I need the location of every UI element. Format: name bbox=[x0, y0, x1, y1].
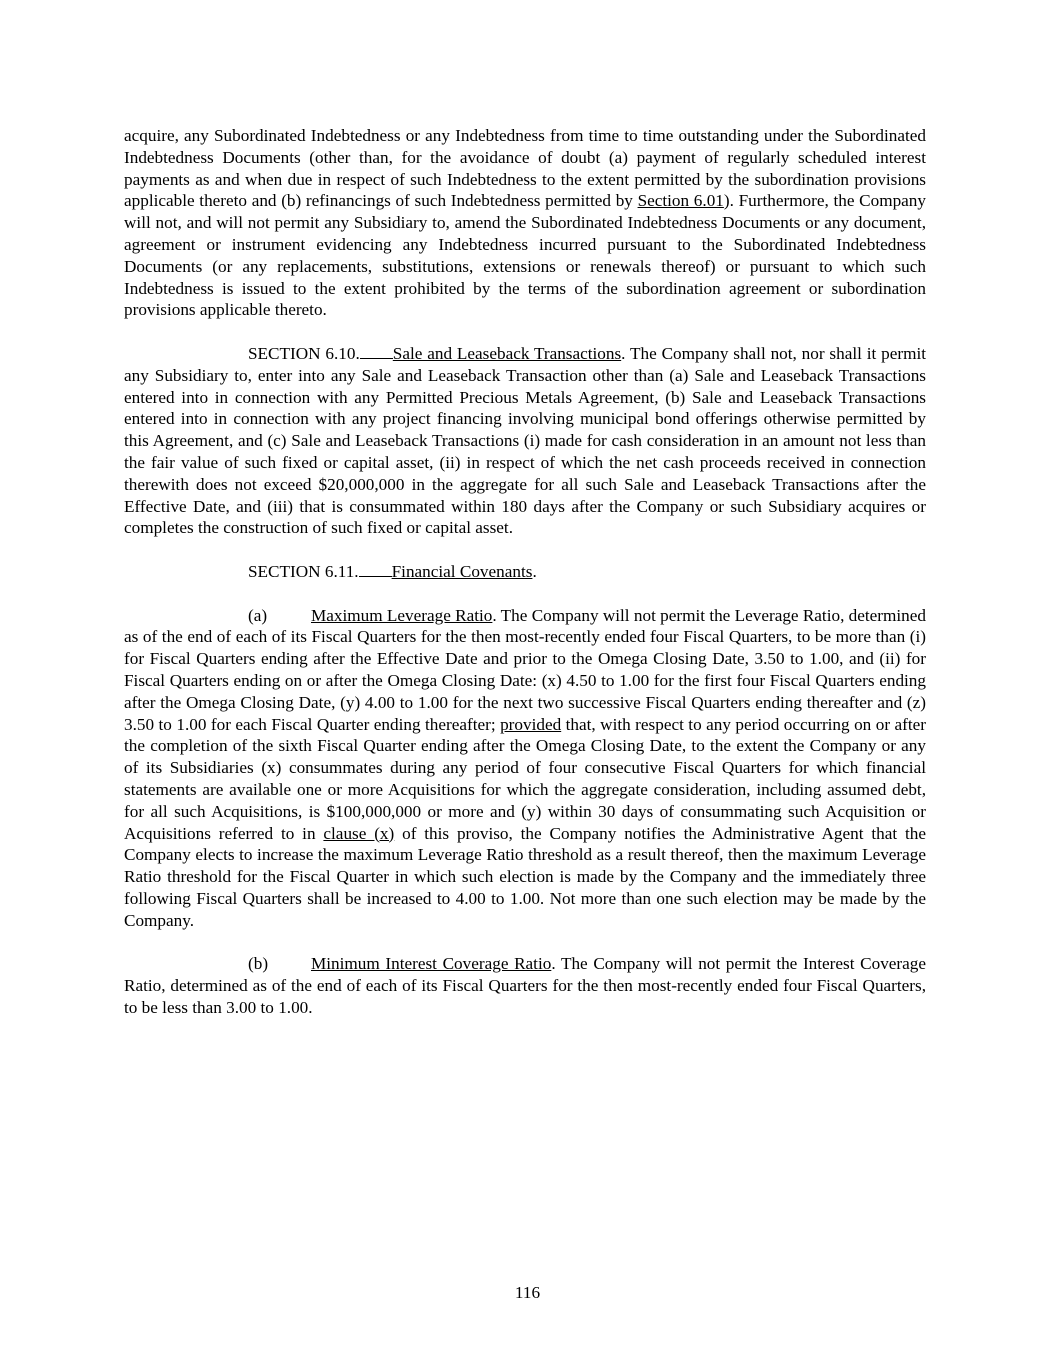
clause-b-paragraph: (b) Minimum Interest Coverage Ratio. The Company will not permit the Interest Coverage Ratio, determined as of the end of each of its Fiscal Quarters for the then most-recently ended four Fiscal Quarters, to be less than 3.00 to 1.00. bbox=[124, 954, 926, 1017]
document-page bbox=[124, 125, 926, 1040]
clause-a-label: (a) bbox=[248, 605, 268, 625]
page-number: 116 bbox=[514, 1283, 541, 1302]
tab-underline bbox=[359, 561, 392, 577]
clause-a-paragraph: (a) Maximum Leverage Ratio. The Company will not permit the Leverage Ratio, determined as of the end of each of its Fiscal Quarters for the then most-recently ended four Fiscal Quarters, to be more than (i) for Fiscal Quarters ending after the Effective Date and prior to the Omega Closing Date, 3.50 to 1.00, and (ii) for Fiscal Quarters ending on or after the Omega Closing Date: (x) 4.50 to 1.00 for the first four Fiscal Quarters ending after the Omega Closing Date, (y) 4.00 to 1.00 for the next two successive Fiscal Quarters ending thereafter and (z) 3.50 to 1.00 for each Fiscal Quarter ending thereafter; provided that, with respect to any period occurring on or after the completion of the sixth Fiscal Quarter ending after the Omega Closing Date, to the extent the Company or any of its Subsidiaries (x) consummates during any period of four consecutive Fiscal Quarters for which financial statements are available one or more Acquisitions for which the aggregate consideration, including assumed debt, for all such Acquisitions, is $100,000,000 or more and (y) within 30 days of consummating such Acquisition or Acquisitions referred to in clause (x) of this proviso, the Company notifies the Administrative Agent that the Company elects to increase the maximum Leverage Ratio threshold as a result thereof, then the maximum Leverage Ratio threshold for the Fiscal Quarter in which such election is made by the Company and the immediately three following Fiscal Quarters shall be increased to 4.00 to 1.00. Not more than one such election may be made by the Company. bbox=[124, 605, 926, 930]
section-6-11-number: SECTION 6.11. bbox=[248, 561, 359, 581]
provided-term: provided bbox=[500, 714, 562, 734]
section-6-10-title: Sale and Leaseback Transactions bbox=[392, 343, 622, 363]
clause-b-label: (b) bbox=[248, 954, 269, 974]
section-6-11-title: Financial Covenants bbox=[391, 561, 533, 581]
clause-a-title: Maximum Leverage Ratio bbox=[311, 605, 493, 625]
section-6-10-paragraph: SECTION 6.10. Sale and Leaseback Transactions. The Company shall not, nor shall it permit any Subsidiary to, enter into any Sale and Leaseback Transaction other than (a) Sale and Leaseback Transactions entered into in connection with any Permitted Precious Metals Agreement, (b) Sale and Leaseback Transactions entered into in connection with any project financing involving municipal bond offerings otherwise permitted by this Agreement, and (c) Sale and Leaseback Transactions (i) made for cash consideration in an amount not less than the fair value of such fixed or capital asset, (ii) in respect of which the net cash proceeds received in connection therewith does not exceed $20,000,000 in the aggregate for all such Sale and Leaseback Transactions after the Effective Date, and (iii) that is consummated within 180 days after the Company or such Subsidiary acquires or completes the construction of such fixed or capital asset. bbox=[124, 343, 926, 538]
tab-underline bbox=[360, 343, 393, 359]
section-6-10-number: SECTION 6.10. bbox=[248, 343, 360, 363]
paragraph-subordinated-indebtedness: acquire, any Subordinated Indebtedness or any Indebtedness from time to time outstanding under the Subordinated Indebtedness Documents (other than, for the avoidance of doubt (a) payment of regularly scheduled interest payments as and when due in respect of such Indebtedness to the extent permitted by the subordination provisions applicable thereto and (b) refinancings of such Indebtedness permitted by Section 6.01). Furthermore, the Company will not, and will not permit any Subsidiary to, amend the Subordinated Indebtedness Documents or any document, agreement or instrument evidencing any Indebtedness incurred pursuant to the Subordinated Indebtedness Documents (or any replacements, substitutions, extensions or renewals thereof) or pursuant to which such Indebtedness is issued to the extent prohibited by the terms of the subordination agreement or subordination provisions applicable thereto. bbox=[124, 126, 926, 320]
section-6-11-heading: SECTION 6.11. Financial Covenants. bbox=[248, 561, 537, 581]
clause-b-title: Minimum Interest Coverage Ratio bbox=[311, 954, 552, 974]
clause-x-reference: clause (x) bbox=[323, 823, 395, 843]
section-6-01-reference: Section 6.01 bbox=[637, 191, 724, 211]
